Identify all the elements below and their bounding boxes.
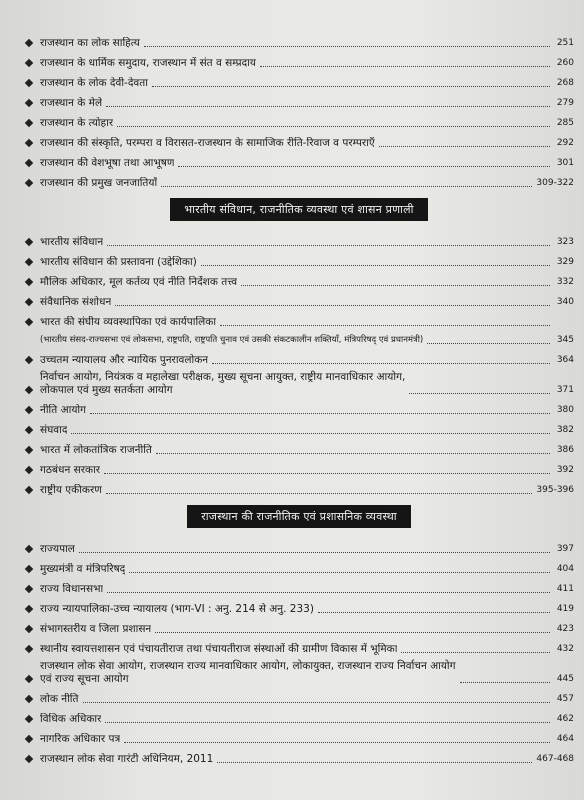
toc-entry-page-number: 364 <box>556 355 574 365</box>
dot-leader <box>106 493 533 494</box>
toc-entry-title: नागरिक अधिकार पत्र <box>40 733 121 745</box>
toc-entry-title: राजस्थान के लोक देवी-देवता <box>40 77 148 89</box>
dot-leader <box>217 762 532 763</box>
dot-leader <box>117 126 550 127</box>
dot-leader <box>129 572 550 573</box>
toc-entry-page-number: 260 <box>556 58 574 68</box>
toc-entry-title-line2: लोकपाल एवं मुख्य सतर्कता आयोग <box>40 384 173 396</box>
toc-entry <box>24 596 574 616</box>
bullet-icon <box>25 406 33 414</box>
toc-entry-page-number: 392 <box>556 465 574 475</box>
toc-entry <box>24 329 574 347</box>
toc-entry-page-number: 340 <box>556 297 574 307</box>
toc-entry-title: संघवाद <box>40 424 68 436</box>
toc-entry <box>24 726 574 746</box>
bullet-icon <box>25 298 33 306</box>
toc-entry <box>24 746 574 766</box>
toc-entry-title: राजस्थान की संस्कृति, परम्परा व विरासत-राजस्थान के सामाजिक रीति-रिवाज व परम्पराएँ <box>40 137 375 149</box>
toc-entry-title: संवैधानिक संशोधन <box>40 296 112 308</box>
dot-leader <box>71 433 550 434</box>
dot-leader <box>409 393 550 394</box>
toc-entry <box>24 347 574 367</box>
bullet-icon <box>25 486 33 494</box>
toc-entry <box>24 457 574 477</box>
dot-leader <box>115 305 550 306</box>
bullet-icon <box>25 675 33 683</box>
bullet-icon <box>25 545 33 553</box>
toc-entry-title-line1: राजस्थान लोक सेवा आयोग, राजस्थान राज्य मानवाधिकार आयोग, लोकायुक्त, राजस्थान राज्य निर्वाचन आयोग <box>40 660 456 672</box>
toc-entry <box>24 229 574 249</box>
toc-entry-title: राजस्थान के त्योहार <box>40 117 114 129</box>
toc-entry-title <box>40 660 456 686</box>
toc-entry-page-number: 371 <box>556 385 574 395</box>
bullet-icon <box>25 139 33 147</box>
toc-entry-title: लोक नीति <box>40 693 79 705</box>
toc-entry-page-number: 386 <box>556 445 574 455</box>
toc-entry <box>24 309 574 329</box>
toc-entry-title-line1: निर्वाचन आयोग, नियंत्रक व महालेखा परीक्षक, मुख्य सूचना आयुक्त, राष्ट्रीय मानवाधिकार आयोग, <box>40 371 406 383</box>
toc-entry <box>24 269 574 289</box>
dot-leader <box>124 742 550 743</box>
toc-entry-title: भारतीय संविधान की प्रस्तावना (उद्देशिका) <box>40 256 197 268</box>
toc-entry-title: राष्ट्रीय एकीकरण <box>40 484 102 496</box>
toc-entry <box>24 50 574 70</box>
section-banner-rajasthan-polity <box>24 505 574 528</box>
toc-group-indian-polity <box>24 229 574 497</box>
bullet-icon <box>25 386 33 394</box>
dot-leader <box>201 265 550 266</box>
toc-entry-page-number: 397 <box>556 544 574 554</box>
dot-leader <box>83 702 551 703</box>
toc-entry <box>24 367 574 397</box>
dot-leader <box>79 552 550 553</box>
bullet-icon <box>25 258 33 266</box>
bullet-icon <box>25 755 33 763</box>
toc-entry-title: विधिक अधिकार <box>40 713 102 725</box>
toc-entry-page-number: 323 <box>556 237 574 247</box>
dot-leader <box>401 652 550 653</box>
dot-leader <box>104 473 550 474</box>
toc-entry <box>24 417 574 437</box>
toc-entry-title: राज्य विधानसभा <box>40 583 104 595</box>
toc-entry <box>24 556 574 576</box>
dot-leader <box>107 592 550 593</box>
toc-entry-title: भारतीय संविधान <box>40 236 104 248</box>
toc-entry-title: राजस्थान की प्रमुख जनजातियाँ <box>40 177 158 189</box>
toc-entry-title: (भारतीय संसद-राज्यसभा एवं लोकसभा, राष्ट्रपति, राष्ट्रपति चुनाव एवं उसकी संकटकालीन शक्तियाँ, मंत्रिपरिषद् एवं प्रधानमंत्री) <box>40 335 424 345</box>
dot-leader <box>144 46 550 47</box>
toc-entry-page-number: 457 <box>556 694 574 704</box>
toc-group-rajasthan-polity <box>24 536 574 766</box>
toc-entry <box>24 289 574 309</box>
toc-entry-page-number: 411 <box>556 584 574 594</box>
dot-leader <box>90 413 550 414</box>
toc-entry-title: स्थानीय स्वायत्तशासन एवं पंचायतीराज तथा पंचायतीराज संस्थाओं की ग्रामीण विकास में भूमिका <box>40 643 398 655</box>
toc-entry-title: नीति आयोग <box>40 404 87 416</box>
dot-leader <box>156 453 550 454</box>
toc-entry-title: मुख्यमंत्री व मंत्रिपरिषद् <box>40 563 126 575</box>
toc-entry-page-number: 445 <box>556 674 574 684</box>
dot-leader <box>152 86 550 87</box>
toc-entry <box>24 616 574 636</box>
bullet-icon <box>25 605 33 613</box>
toc-entry <box>24 437 574 457</box>
bullet-icon <box>25 318 33 326</box>
bullet-icon <box>25 99 33 107</box>
toc-entry-title: राजस्थान की वेशभूषा तथा आभूषण <box>40 157 175 169</box>
section-heading: भारतीय संविधान, राजनीतिक व्यवस्था एवं शासन प्रणाली <box>170 198 427 221</box>
toc-entry-title-line2: एवं राज्य सूचना आयोग <box>40 673 129 685</box>
toc-entry <box>24 397 574 417</box>
toc-entry-page-number: 464 <box>556 734 574 744</box>
toc-entry <box>24 70 574 90</box>
toc-entry <box>24 636 574 656</box>
toc-entry-page-number: 251 <box>556 38 574 48</box>
bullet-icon <box>25 446 33 454</box>
dot-leader <box>318 612 550 613</box>
dot-leader <box>106 106 550 107</box>
bullet-icon <box>25 278 33 286</box>
dot-leader <box>427 343 550 344</box>
toc-entry <box>24 90 574 110</box>
toc-entry <box>24 706 574 726</box>
toc-entry-page-number: 285 <box>556 118 574 128</box>
dot-leader <box>379 146 550 147</box>
dot-leader <box>155 632 550 633</box>
toc-entry-title: राजस्थान के धार्मिक समुदाय, राजस्थान में संत व सम्प्रदाय <box>40 57 256 69</box>
bullet-icon <box>25 625 33 633</box>
toc-entry-page-number: 279 <box>556 98 574 108</box>
bullet-icon <box>25 565 33 573</box>
toc-entry-page-number: 462 <box>556 714 574 724</box>
toc-entry-page-number: 268 <box>556 78 574 88</box>
bullet-icon <box>25 426 33 434</box>
dot-leader <box>107 245 550 246</box>
toc-entry-page-number: 467-468 <box>536 754 574 764</box>
toc-entry <box>24 536 574 556</box>
dot-leader <box>460 682 550 683</box>
dot-leader <box>220 325 550 326</box>
bullet-icon <box>25 466 33 474</box>
toc-entry <box>24 30 574 50</box>
toc-entry-page-number: 309-322 <box>536 178 574 188</box>
toc-entry <box>24 110 574 130</box>
toc-entry-title: राजस्थान के मेले <box>40 97 103 109</box>
dot-leader <box>161 186 532 187</box>
toc-entry <box>24 477 574 497</box>
toc-entry-page-number: 380 <box>556 405 574 415</box>
toc-group-folk-culture <box>24 30 574 190</box>
toc-entry-title: गठबंधन सरकार <box>40 464 101 476</box>
toc-entry <box>24 576 574 596</box>
toc-entry-page-number: 423 <box>556 624 574 634</box>
toc-entry-title: संभागस्तरीय व जिला प्रशासन <box>40 623 152 635</box>
bullet-icon <box>25 695 33 703</box>
toc-entry-title: राजस्थान का लोक साहित्य <box>40 37 140 49</box>
toc-entry-title: मौलिक अधिकार, मूल कर्तव्य एवं नीति निर्देशक तत्त्व <box>40 276 238 288</box>
toc-entry-page-number: 329 <box>556 257 574 267</box>
toc-entry <box>24 150 574 170</box>
toc-entry-page-number: 419 <box>556 604 574 614</box>
bullet-icon <box>25 645 33 653</box>
section-heading: राजस्थान की राजनीतिक एवं प्रशासनिक व्यवस्था <box>187 505 411 528</box>
bullet-icon <box>25 119 33 127</box>
toc-entry <box>24 170 574 190</box>
toc-entry-title: राज्यपाल <box>40 543 75 555</box>
bullet-icon <box>25 735 33 743</box>
toc-entry-page-number: 382 <box>556 425 574 435</box>
toc-entry <box>24 130 574 150</box>
toc-entry-page-number: 345 <box>556 335 574 345</box>
toc-entry-title: राज्य न्यायपालिका-उच्च न्यायालय (भाग-VI : अनु. 214 से अनु. 233) <box>40 603 314 615</box>
section-banner-indian-constitution <box>24 198 574 221</box>
bullet-icon <box>25 585 33 593</box>
toc-entry-title: उच्चतम न्यायालय और न्यायिक पुनरावलोकन <box>40 354 209 366</box>
toc-entry-title <box>40 371 405 397</box>
toc-entry-page-number: 395-396 <box>536 485 574 495</box>
toc-entry-page-number: 404 <box>556 564 574 574</box>
toc-entry-title: भारत की संघीय व्यवस्थापिका एवं कार्यपालिका <box>40 316 217 328</box>
bullet-icon <box>25 79 33 87</box>
bullet-icon <box>25 159 33 167</box>
toc-entry-title: भारत में लोकतांत्रिक राजनीति <box>40 444 152 456</box>
toc-entry <box>24 656 574 686</box>
toc-entry-title: राजस्थान लोक सेवा गारंटी अधिनियम, 2011 <box>40 753 214 765</box>
bullet-icon <box>25 356 33 364</box>
bullet-icon <box>25 715 33 723</box>
toc-entry-page-number: 432 <box>556 644 574 654</box>
toc-entry <box>24 249 574 269</box>
bullet-icon <box>25 179 33 187</box>
dot-leader <box>241 285 550 286</box>
toc-entry-page-number: 332 <box>556 277 574 287</box>
bullet-icon <box>25 59 33 67</box>
dot-leader <box>178 166 550 167</box>
bullet-icon <box>25 39 33 47</box>
dot-leader <box>212 363 550 364</box>
toc-entry-page-number: 292 <box>556 138 574 148</box>
dot-leader <box>105 722 550 723</box>
toc-entry <box>24 686 574 706</box>
bullet-icon <box>25 238 33 246</box>
toc-entry-page-number: 301 <box>556 158 574 168</box>
dot-leader <box>260 66 550 67</box>
